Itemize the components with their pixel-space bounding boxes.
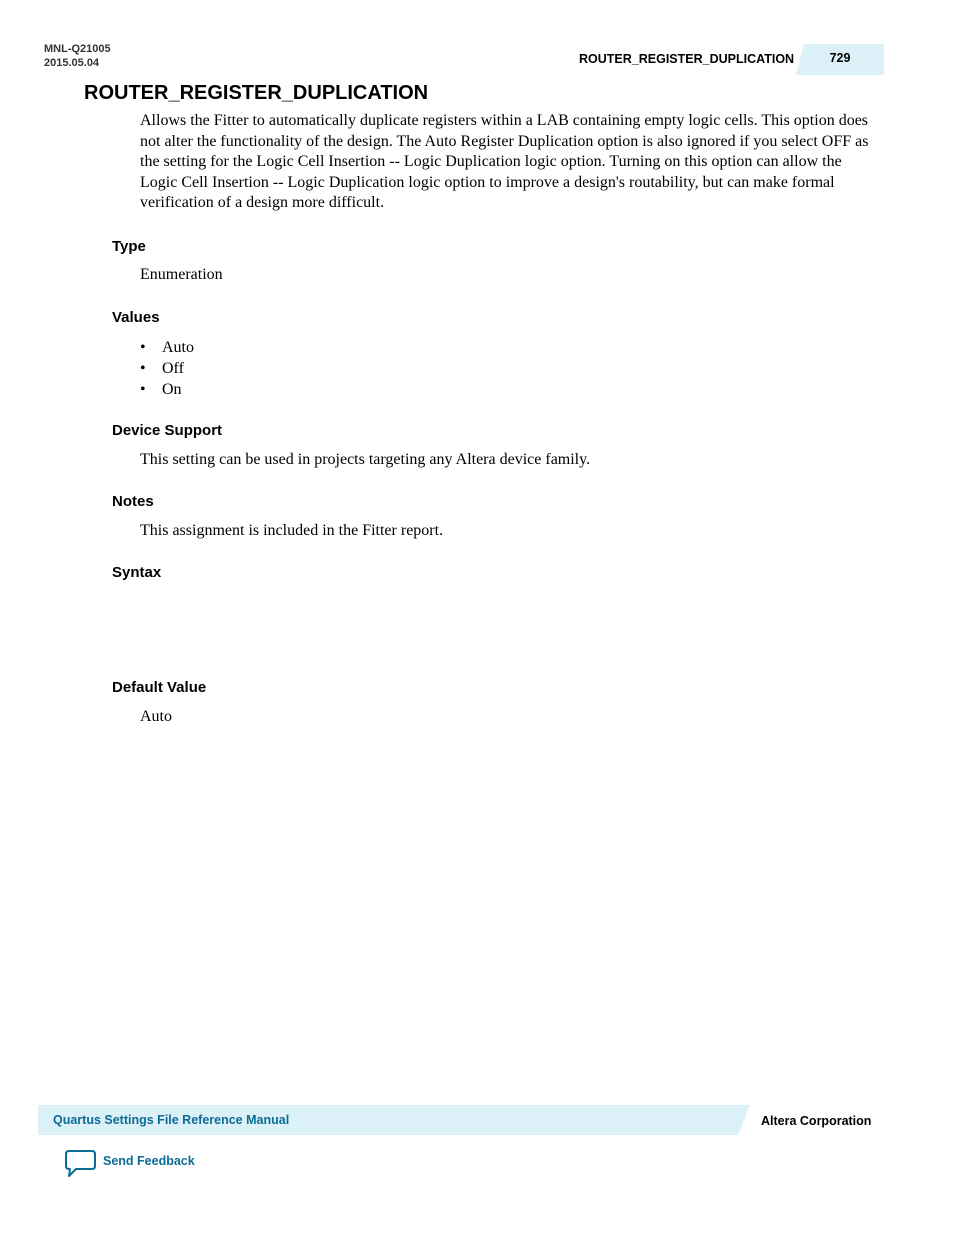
device-support-heading: Device Support (112, 422, 223, 439)
type-heading: Type (112, 238, 146, 255)
type-value: Enumeration (140, 266, 223, 283)
notes-heading: Notes (112, 493, 154, 510)
company-name: Altera Corporation (761, 1114, 872, 1128)
running-title: ROUTER_REGISTER_DUPLICATION (579, 52, 795, 66)
page-title: ROUTER_REGISTER_DUPLICATION (84, 82, 429, 104)
description-paragraph: Allows the Fitter to automatically duplicate registers within a LAB containing empty logic cells. This option does not alter the functionality of the design. The Auto Register Duplication option is also ignored if you select OFF as the setting for the Logic Cell Insertion -- Logic Duplication logic option. Turning on this option can allow the Logic Cell Insertion -- Logic Duplication logic option to improve a design's routability, but can make formal verification of a design more difficult. (140, 112, 869, 211)
manual-title: Quartus Settings File Reference Manual (53, 1113, 290, 1127)
list-item: • On (140, 379, 194, 400)
page-number: 729 (829, 51, 851, 65)
page-number-tab (796, 44, 884, 75)
syntax-heading: Syntax (112, 564, 162, 581)
footer-band (38, 1105, 750, 1135)
list-item: • Off (140, 358, 194, 379)
list-item: • Auto (140, 337, 194, 358)
device-support-text: This setting can be used in projects targeting any Altera device family. (140, 451, 591, 468)
send-feedback-label[interactable]: Send Feedback (103, 1154, 195, 1168)
default-value: Auto (140, 708, 172, 725)
speech-bubble-icon (64, 1149, 98, 1179)
default-value-heading: Default Value (112, 679, 207, 696)
document-date: 2015.05.04 (44, 57, 100, 69)
document-number: MNL-Q21005 (44, 43, 111, 55)
document-id (44, 42, 111, 70)
notes-text: This assignment is included in the Fitter report. (140, 522, 444, 539)
values-heading: Values (112, 309, 160, 326)
values-list (140, 337, 194, 400)
